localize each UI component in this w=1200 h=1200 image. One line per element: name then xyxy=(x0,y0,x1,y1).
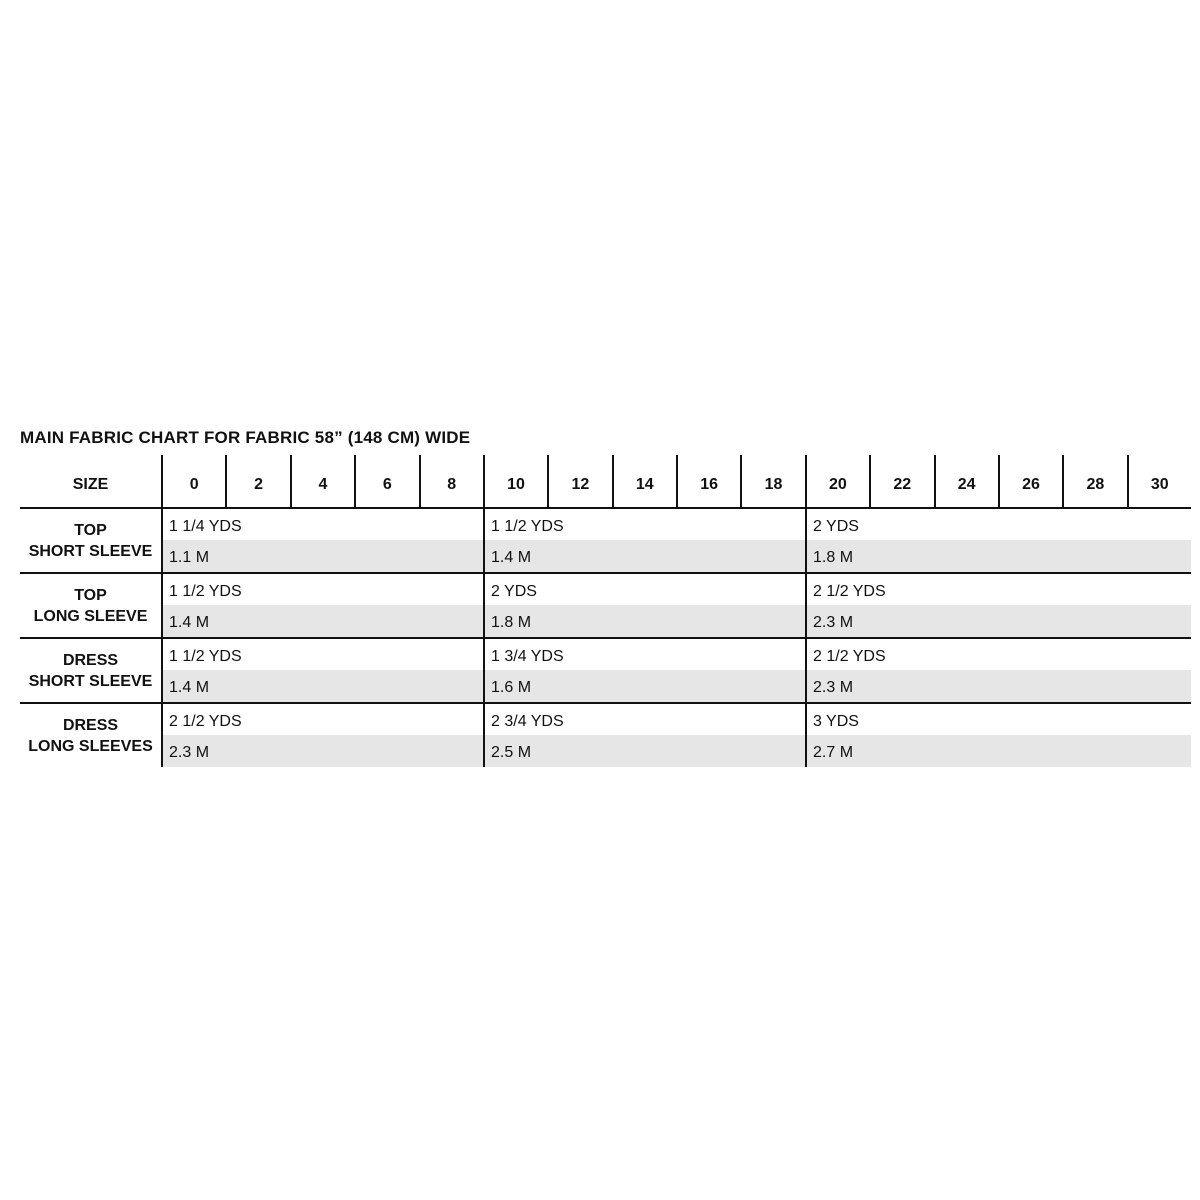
table-row xyxy=(20,574,1191,639)
size-group xyxy=(161,509,483,572)
yards-value: 1 1/4 YDS xyxy=(169,518,242,535)
size-group xyxy=(161,639,483,702)
row-groups xyxy=(161,704,1191,767)
yards-value: 1 1/2 YDS xyxy=(169,648,242,665)
yards-value: 1 1/2 YDS xyxy=(169,583,242,600)
header-row xyxy=(20,455,1191,509)
size-group xyxy=(805,574,1191,637)
table-row xyxy=(20,639,1191,704)
size-group xyxy=(805,639,1191,702)
meters-value: 1.6 M xyxy=(485,670,805,702)
size-columns xyxy=(161,455,1191,507)
meters-value: 2.3 M xyxy=(807,605,1191,637)
row-label xyxy=(20,639,161,702)
row-label xyxy=(20,509,161,572)
size-cell: 30 xyxy=(1127,455,1191,507)
meters-value: 1.4 M xyxy=(485,540,805,572)
size-header-label: SIZE xyxy=(72,476,109,493)
meters-value: 2.7 M xyxy=(807,735,1191,767)
size-group xyxy=(161,574,483,637)
row-label xyxy=(20,704,161,767)
meters-value: 2.3 M xyxy=(807,670,1191,702)
size-cell: 8 xyxy=(419,455,483,507)
row-label xyxy=(20,574,161,637)
size-cell: 2 xyxy=(225,455,289,507)
size-cell: 20 xyxy=(805,455,869,507)
row-label-line2: SHORT SLEEVE xyxy=(28,542,153,560)
yards-value: 2 1/2 YDS xyxy=(813,583,886,600)
table-row xyxy=(20,509,1191,574)
size-group xyxy=(805,509,1191,572)
row-label-line2: LONG SLEEVE xyxy=(33,607,148,625)
size-cell: 28 xyxy=(1062,455,1126,507)
meters-value: 2.3 M xyxy=(163,735,483,767)
yards-value: 1 1/2 YDS xyxy=(491,518,564,535)
chart-title: MAIN FABRIC CHART FOR FABRIC 58” (148 CM) WIDE xyxy=(20,428,471,447)
meters-value: 1.4 M xyxy=(163,670,483,702)
yards-value: 2 1/2 YDS xyxy=(169,713,242,730)
size-cell: 6 xyxy=(354,455,418,507)
size-cell: 22 xyxy=(869,455,933,507)
row-label-line2: LONG SLEEVES xyxy=(28,737,153,755)
yards-value: 2 YDS xyxy=(491,583,537,600)
meters-value: 1.8 M xyxy=(485,605,805,637)
size-group xyxy=(483,574,805,637)
yards-value: 3 YDS xyxy=(813,713,859,730)
size-cell: 14 xyxy=(612,455,676,507)
row-groups xyxy=(161,509,1191,572)
yards-value: 2 3/4 YDS xyxy=(491,713,564,730)
size-cell: 24 xyxy=(934,455,998,507)
table-row xyxy=(20,704,1191,767)
row-label-line1: DRESS xyxy=(62,716,119,734)
size-group xyxy=(805,704,1191,767)
size-cell: 10 xyxy=(483,455,547,507)
row-label-line2: SHORT SLEEVE xyxy=(28,672,153,690)
fabric-chart-table xyxy=(20,455,1191,767)
yards-value: 2 1/2 YDS xyxy=(813,648,886,665)
row-groups xyxy=(161,639,1191,702)
yards-value: 2 YDS xyxy=(813,518,859,535)
meters-value: 1.8 M xyxy=(807,540,1191,572)
meters-value: 1.1 M xyxy=(163,540,483,572)
row-groups xyxy=(161,574,1191,637)
meters-value: 1.4 M xyxy=(163,605,483,637)
row-label-line1: TOP xyxy=(74,586,107,604)
size-group xyxy=(483,639,805,702)
row-label-line1: DRESS xyxy=(62,651,119,669)
row-label-line1: TOP xyxy=(74,521,107,539)
size-cell: 0 xyxy=(161,455,225,507)
size-group xyxy=(483,704,805,767)
size-cell: 26 xyxy=(998,455,1062,507)
meters-value: 2.5 M xyxy=(485,735,805,767)
size-cell: 18 xyxy=(740,455,804,507)
size-cell: 12 xyxy=(547,455,611,507)
size-cell: 4 xyxy=(290,455,354,507)
size-group xyxy=(161,704,483,767)
size-cell: 16 xyxy=(676,455,740,507)
size-group xyxy=(483,509,805,572)
yards-value: 1 3/4 YDS xyxy=(491,648,564,665)
